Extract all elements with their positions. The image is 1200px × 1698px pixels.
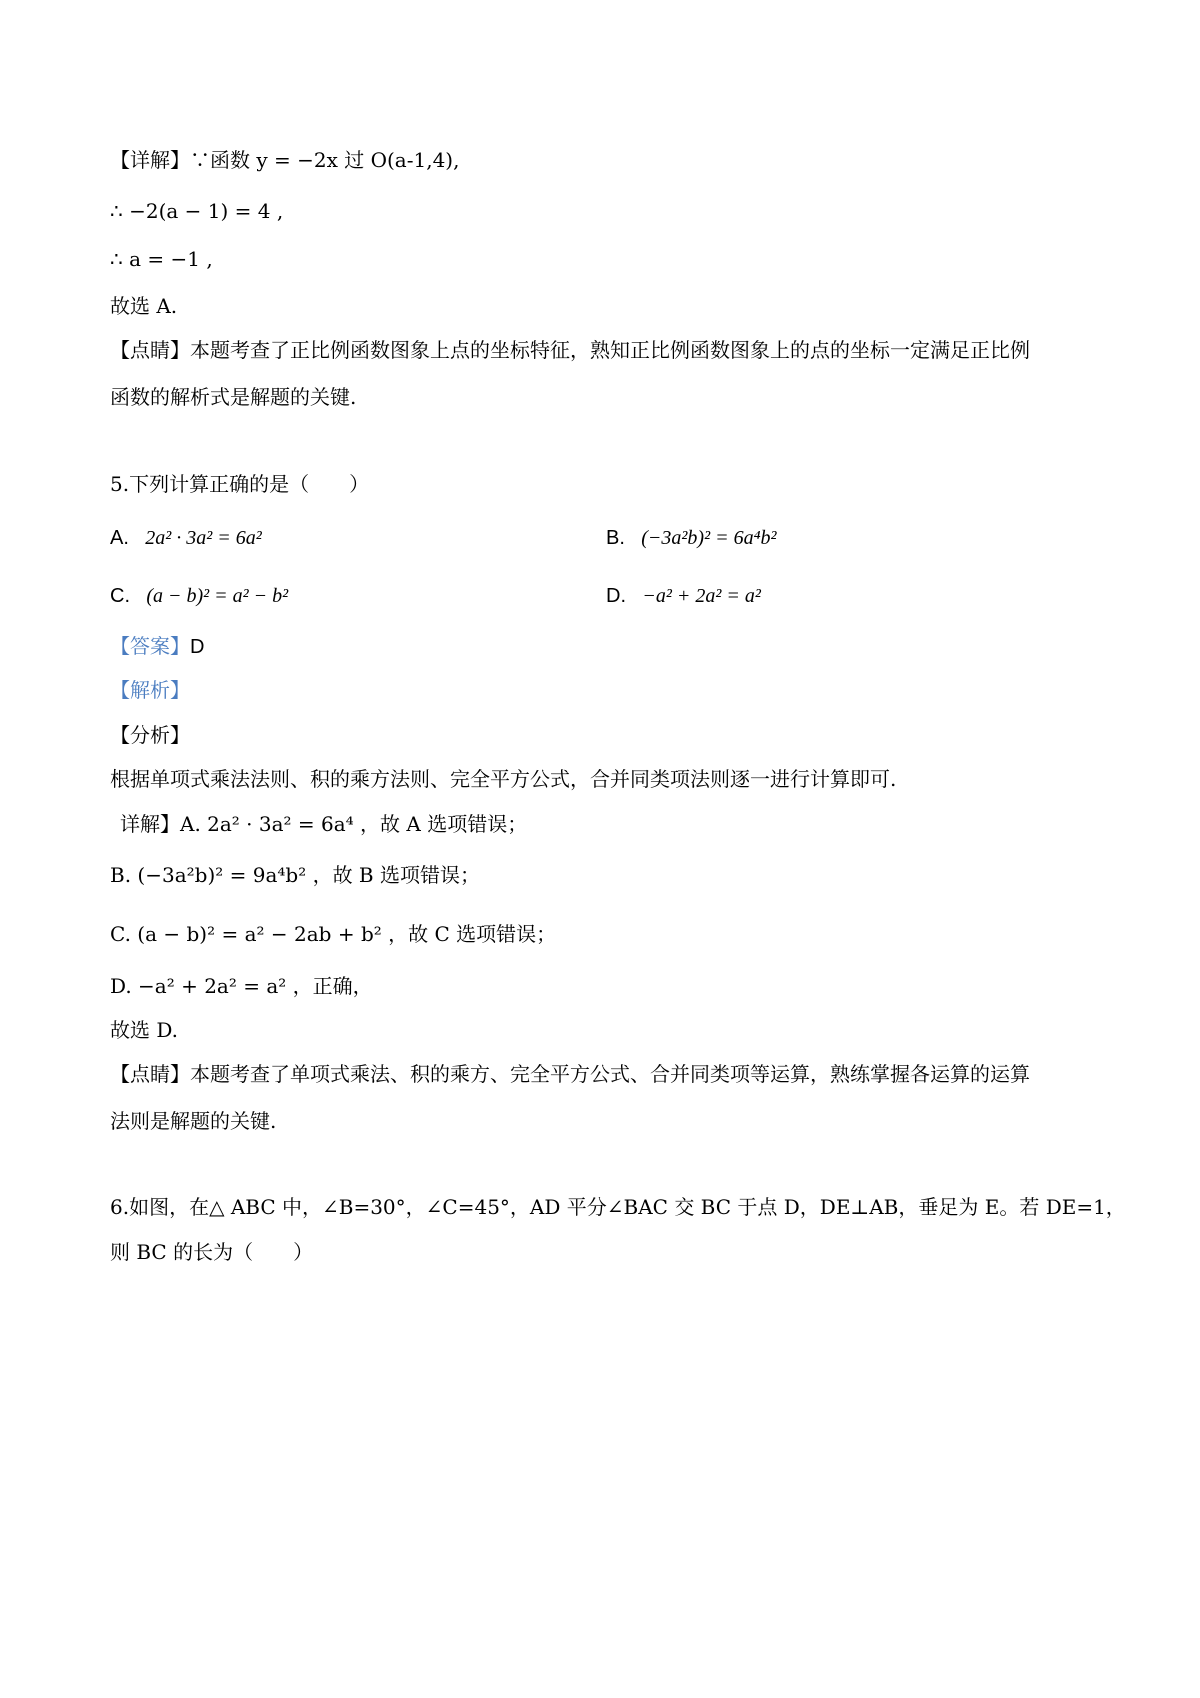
q4-comment-line-2: 函数的解析式是解题的关键. (110, 385, 357, 409)
q4-detail-line-3: ∴ a = −1 , (110, 247, 213, 271)
q4-comment-line-1: 【点睛】本题考查了正比例函数图象上点的坐标特征，熟知正比例函数图象上的点的坐标一定满足正比例 (110, 338, 1030, 362)
q5-option-b-label: B. (606, 527, 625, 549)
q5-comment-line-2: 法则是解题的关键. (110, 1109, 277, 1133)
q5-detail-a: 详解】A. 2a² · 3a² = 6a⁴ ，故 A 选项错误； (120, 812, 528, 836)
q5-option-a (110, 523, 262, 552)
q5-option-d (606, 581, 761, 610)
q5-option-b-formula: (−3a²b)² = 6a⁴b² (641, 527, 777, 549)
q5-detail-d: D. −a² + 2a² = a² ，正确， (110, 974, 373, 998)
q5-analysis-tag: 【解析】 (110, 678, 190, 702)
q5-option-c (110, 581, 288, 610)
q6-stem-line-2: 则 BC 的长为（ ） (110, 1240, 314, 1264)
q5-option-a-label: A. (110, 527, 129, 549)
q5-comment-line-1: 【点睛】本题考查了单项式乘法、积的乘方、完全平方公式、合并同类项等运算，熟练掌握各运算的运算 (110, 1062, 1030, 1086)
q5-detail-b: B. (−3a²b)² = 9a⁴b² ，故 B 选项错误； (110, 863, 480, 887)
q4-detail-line-1: 【详解】∵函数 y = −2x 过 O(a-1,4), (110, 148, 460, 172)
q5-fenxi-text: 根据单项式乘法法则、积的乘方法则、完全平方公式，合并同类项法则逐一进行计算即可. (110, 767, 897, 791)
q5-detail-end: 故选 D. (110, 1018, 179, 1042)
q4-detail-line-4: 故选 A. (110, 294, 178, 318)
q6-stem-line-1: 6.如图，在△ ABC 中，∠B=30°，∠C=45°，AD 平分∠BAC 交 BC 于点 D，DE⊥AB，垂足为 E。若 DE=1， (110, 1195, 1126, 1219)
q5-stem: 5.下列计算正确的是（ ） (110, 472, 370, 496)
q4-detail-line-2: ∴ −2(a − 1) = 4 , (110, 199, 284, 223)
q5-option-c-formula: (a − b)² = a² − b² (146, 585, 289, 607)
q5-fenxi-tag: 【分析】 (110, 723, 190, 747)
q5-answer-value: D (190, 636, 205, 658)
q5-answer (110, 632, 204, 661)
q5-detail-c: C. (a − b)² = a² − 2ab + b² ，故 C 选项错误； (110, 922, 557, 946)
q5-option-a-formula: 2a² · 3a² = 6a² (145, 527, 262, 549)
q5-option-d-formula: −a² + 2a² = a² (642, 585, 761, 607)
q5-option-c-label: C. (110, 585, 130, 607)
q5-option-d-label: D. (606, 585, 626, 607)
q5-option-b (606, 523, 777, 552)
q5-answer-tag: 【答案】 (110, 634, 190, 658)
